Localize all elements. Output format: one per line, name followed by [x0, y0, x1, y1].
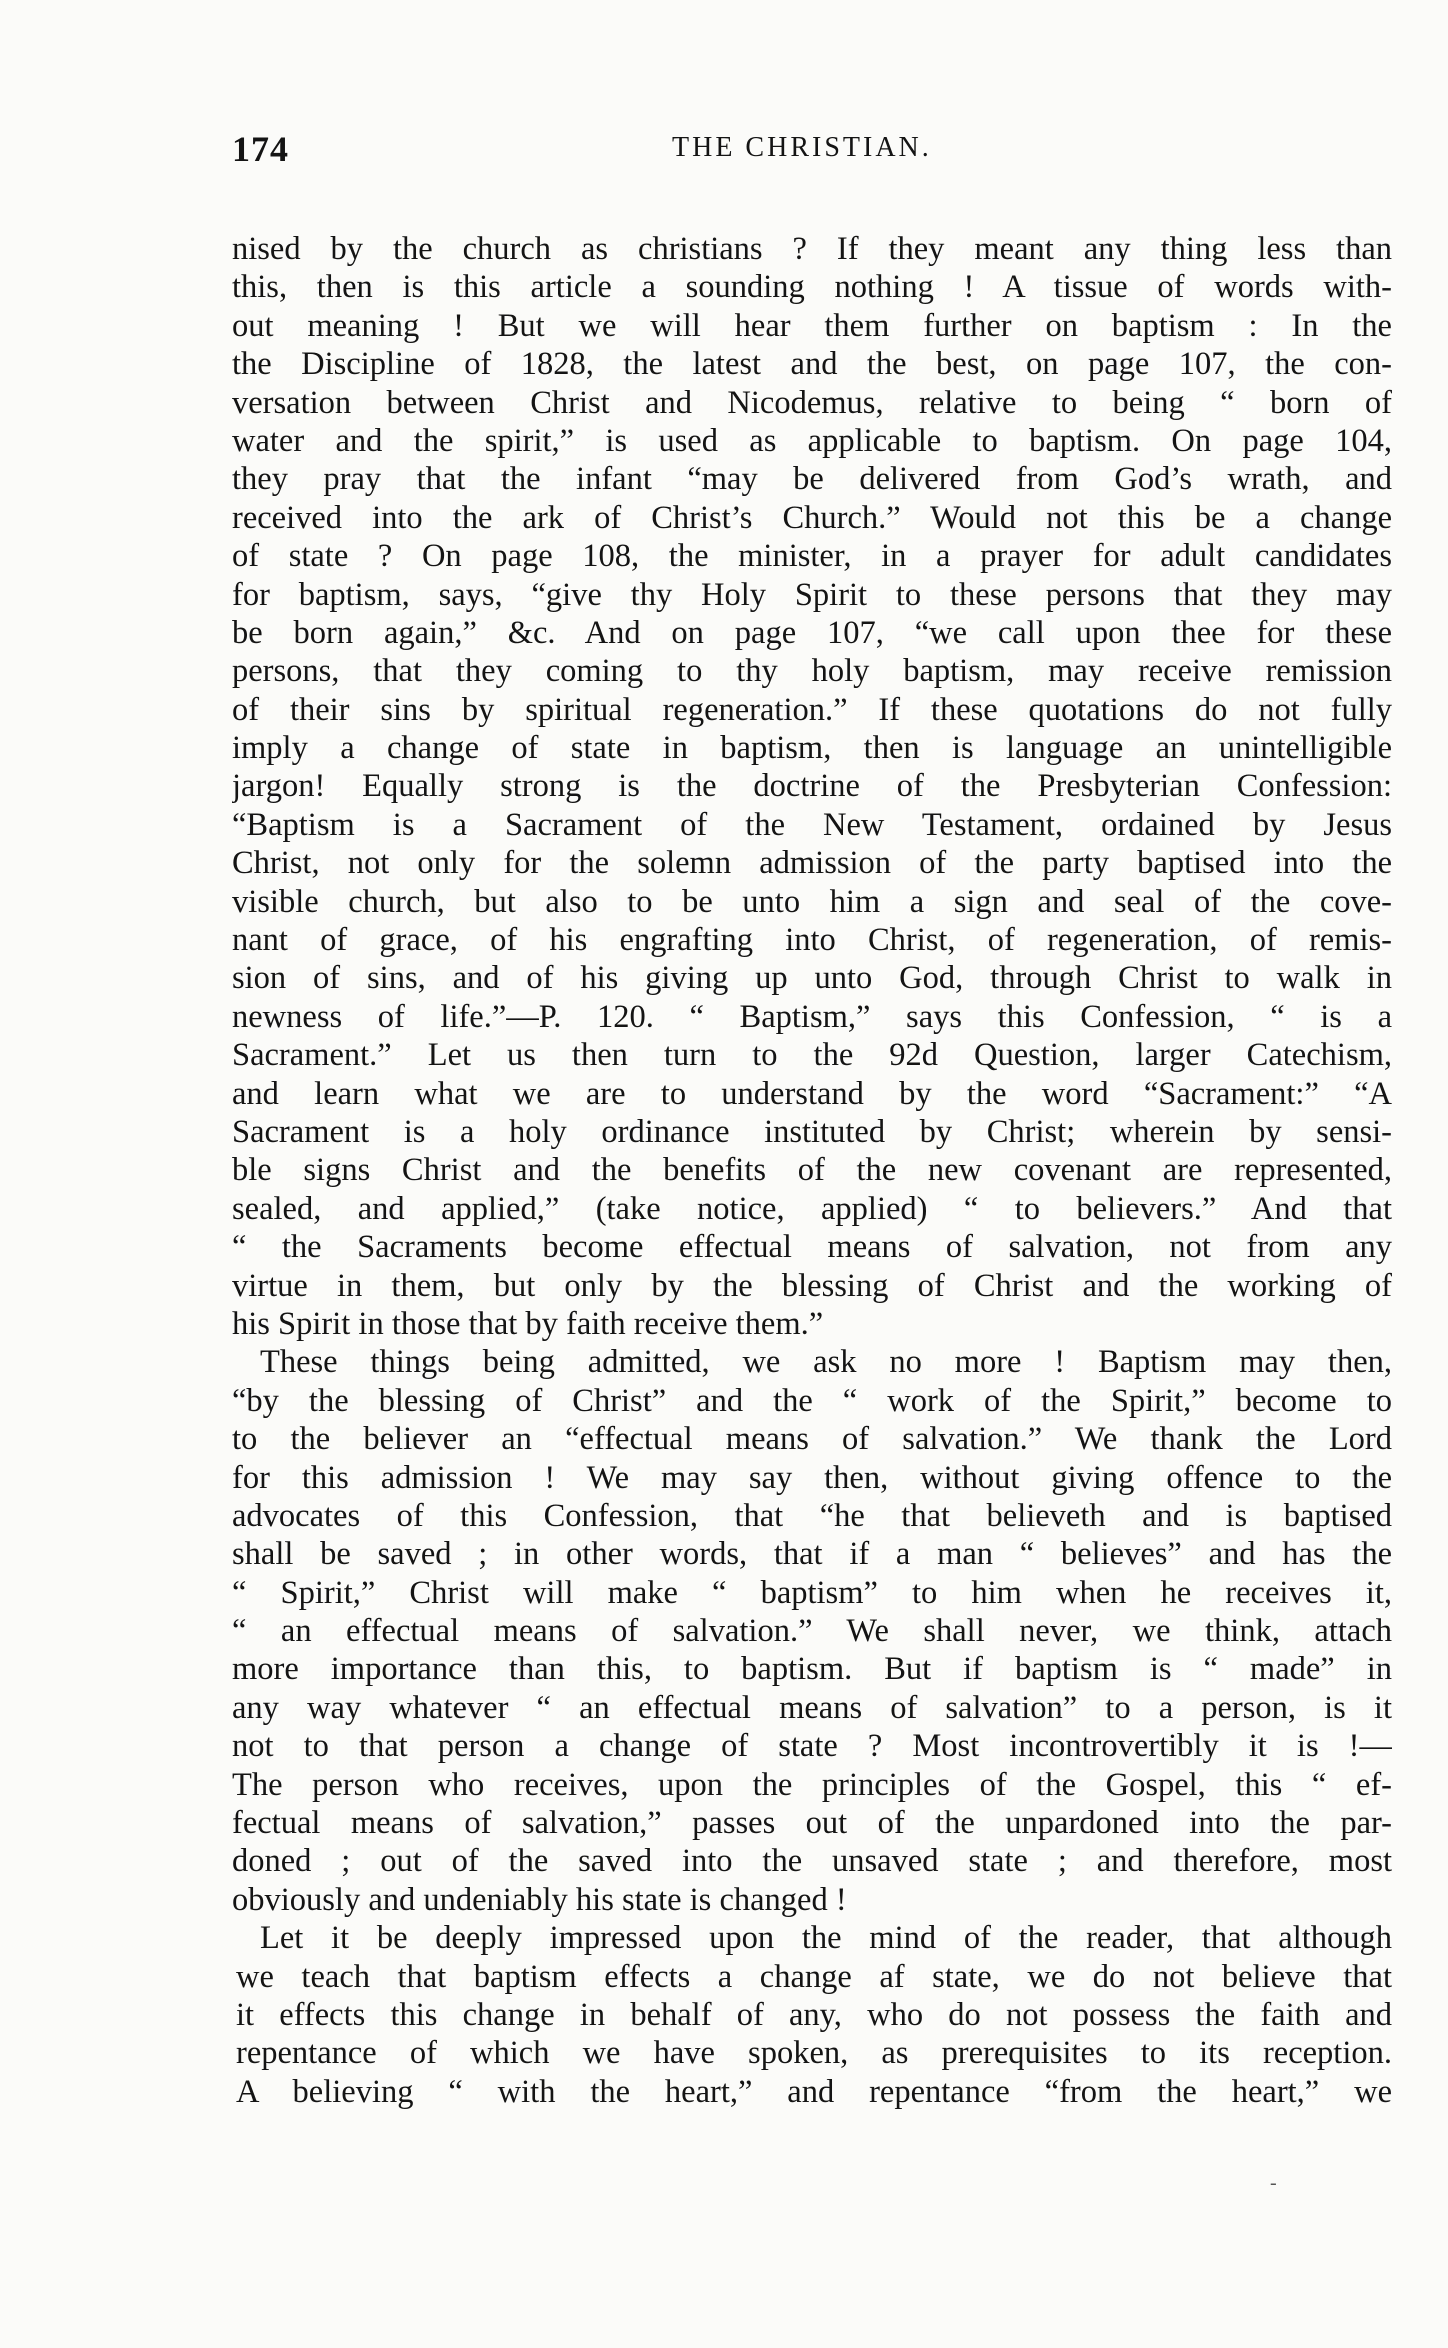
text-line: A believing “ with the heart,” and repentance “from the heart,” we — [236, 2073, 1392, 2110]
text-line: water and the spirit,” is used as applicable to baptism. On page 104, — [232, 422, 1392, 459]
text-line: Christ, not only for the solemn admission of the party baptised into the — [232, 845, 1392, 882]
text-line: any way whatever “ an effectual means of salvation” to a person, is it — [232, 1689, 1392, 1726]
paragraph-start-line: These things being admitted, we ask no more ! Baptism may then, — [260, 1344, 1392, 1381]
text-line: Sacrament is a holy ordinance instituted by Christ; wherein by sensi- — [232, 1113, 1392, 1150]
text-line: of their sins by spiritual regeneration.” If these quotations do not fully — [232, 691, 1392, 728]
page-number: 174 — [232, 129, 289, 169]
text-line: they pray that the infant “may be delivered from God’s wrath, and — [232, 461, 1392, 498]
text-line: shall be saved ; in other words, that if a man “ believes” and has the — [232, 1536, 1392, 1573]
text-line: for baptism, says, “give thy Holy Spirit to these persons that they may — [232, 576, 1392, 613]
text-line: “by the blessing of Christ” and the “ work of the Spirit,” become to — [232, 1382, 1392, 1419]
text-line: sion of sins, and of his giving up unto God, through Christ to walk in — [232, 960, 1392, 997]
text-line: not to that person a change of state ? Most incontrovertibly it is !— — [232, 1728, 1392, 1765]
text-line: the Discipline of 1828, the latest and the best, on page 107, the con- — [232, 346, 1392, 383]
text-line: virtue in them, but only by the blessing of Christ and the working of — [232, 1267, 1392, 1304]
text-line: ble signs Christ and the benefits of the new covenant are represented, — [232, 1152, 1392, 1189]
text-line: Sacrament.” Let us then turn to the 92d Question, larger Catechism, — [232, 1037, 1392, 1074]
text-line: we teach that baptism effects a change af state, we do not believe that — [236, 1958, 1392, 1995]
text-line: jargon! Equally strong is the doctrine of the Presbyterian Confession: — [232, 768, 1392, 805]
paragraph-start-line: Let it be deeply impressed upon the mind of the reader, that although — [260, 1920, 1392, 1957]
body-text — [232, 230, 1392, 2111]
text-line: this, then is this article a sounding nothing ! A tissue of words with- — [232, 269, 1392, 306]
running-head: THE CHRISTIAN. — [672, 132, 932, 163]
text-line: persons, that they coming to thy holy baptism, may receive remission — [232, 653, 1392, 690]
text-line: nant of grace, of his engrafting into Christ, of regeneration, of remis- — [232, 922, 1392, 959]
text-line: “ the Sacraments become effectual means of salvation, not from any — [232, 1229, 1392, 1266]
text-line: repentance of which we have spoken, as prerequisites to its reception. — [236, 2035, 1392, 2072]
text-line: The person who receives, upon the principles of the Gospel, this “ ef- — [232, 1766, 1392, 1803]
text-line: “Baptism is a Sacrament of the New Testament, ordained by Jesus — [232, 806, 1392, 843]
text-line: fectual means of salvation,” passes out of the unpardoned into the par- — [232, 1805, 1392, 1842]
text-line: out meaning ! But we will hear them further on baptism : In the — [232, 307, 1392, 344]
text-line: it effects this change in behalf of any, who do not possess the faith and — [236, 1996, 1392, 2033]
text-line: advocates of this Confession, that “he that believeth and is baptised — [232, 1497, 1392, 1534]
text-line: his Spirit in those that by faith receive them.” — [232, 1305, 824, 1342]
text-line: of state ? On page 108, the minister, in a prayer for adult candidates — [232, 538, 1392, 575]
text-line: to the believer an “effectual means of salvation.” We thank the Lord — [232, 1421, 1392, 1458]
text-line: “ an effectual means of salvation.” We shall never, we think, attach — [232, 1613, 1392, 1650]
text-line: received into the ark of Christ’s Church.” Would not this be a change — [232, 499, 1392, 536]
text-line: and learn what we are to understand by the word “Sacrament:” “A — [232, 1075, 1392, 1112]
text-line: imply a change of state in baptism, then is language an unintelligible — [232, 730, 1392, 767]
book-page — [232, 128, 1392, 2111]
text-line: “ Spirit,” Christ will make “ baptism” to him when he receives it, — [232, 1574, 1392, 1611]
text-line: more importance than this, to baptism. But if baptism is “ made” in — [232, 1651, 1392, 1688]
print-mark: - — [1270, 2172, 1277, 2194]
text-line: sealed, and applied,” (take notice, applied) “ to believers.” And that — [232, 1190, 1392, 1227]
text-line: nised by the church as christians ? If they meant any thing less than — [232, 231, 1392, 267]
text-line: obviously and undeniably his state is changed ! — [232, 1881, 847, 1918]
text-line: for this admission ! We may say then, without giving offence to the — [232, 1459, 1392, 1496]
text-line: visible church, but also to be unto him a sign and seal of the cove- — [232, 883, 1392, 920]
text-line: doned ; out of the saved into the unsaved state ; and therefore, most — [232, 1843, 1392, 1880]
text-line: newness of life.”—P. 120. “ Baptism,” says this Confession, “ is a — [232, 998, 1392, 1035]
page-header — [232, 128, 1392, 188]
text-line: be born again,” &c. And on page 107, “we call upon thee for these — [232, 614, 1392, 651]
text-line: versation between Christ and Nicodemus, relative to being “ born of — [232, 384, 1392, 421]
